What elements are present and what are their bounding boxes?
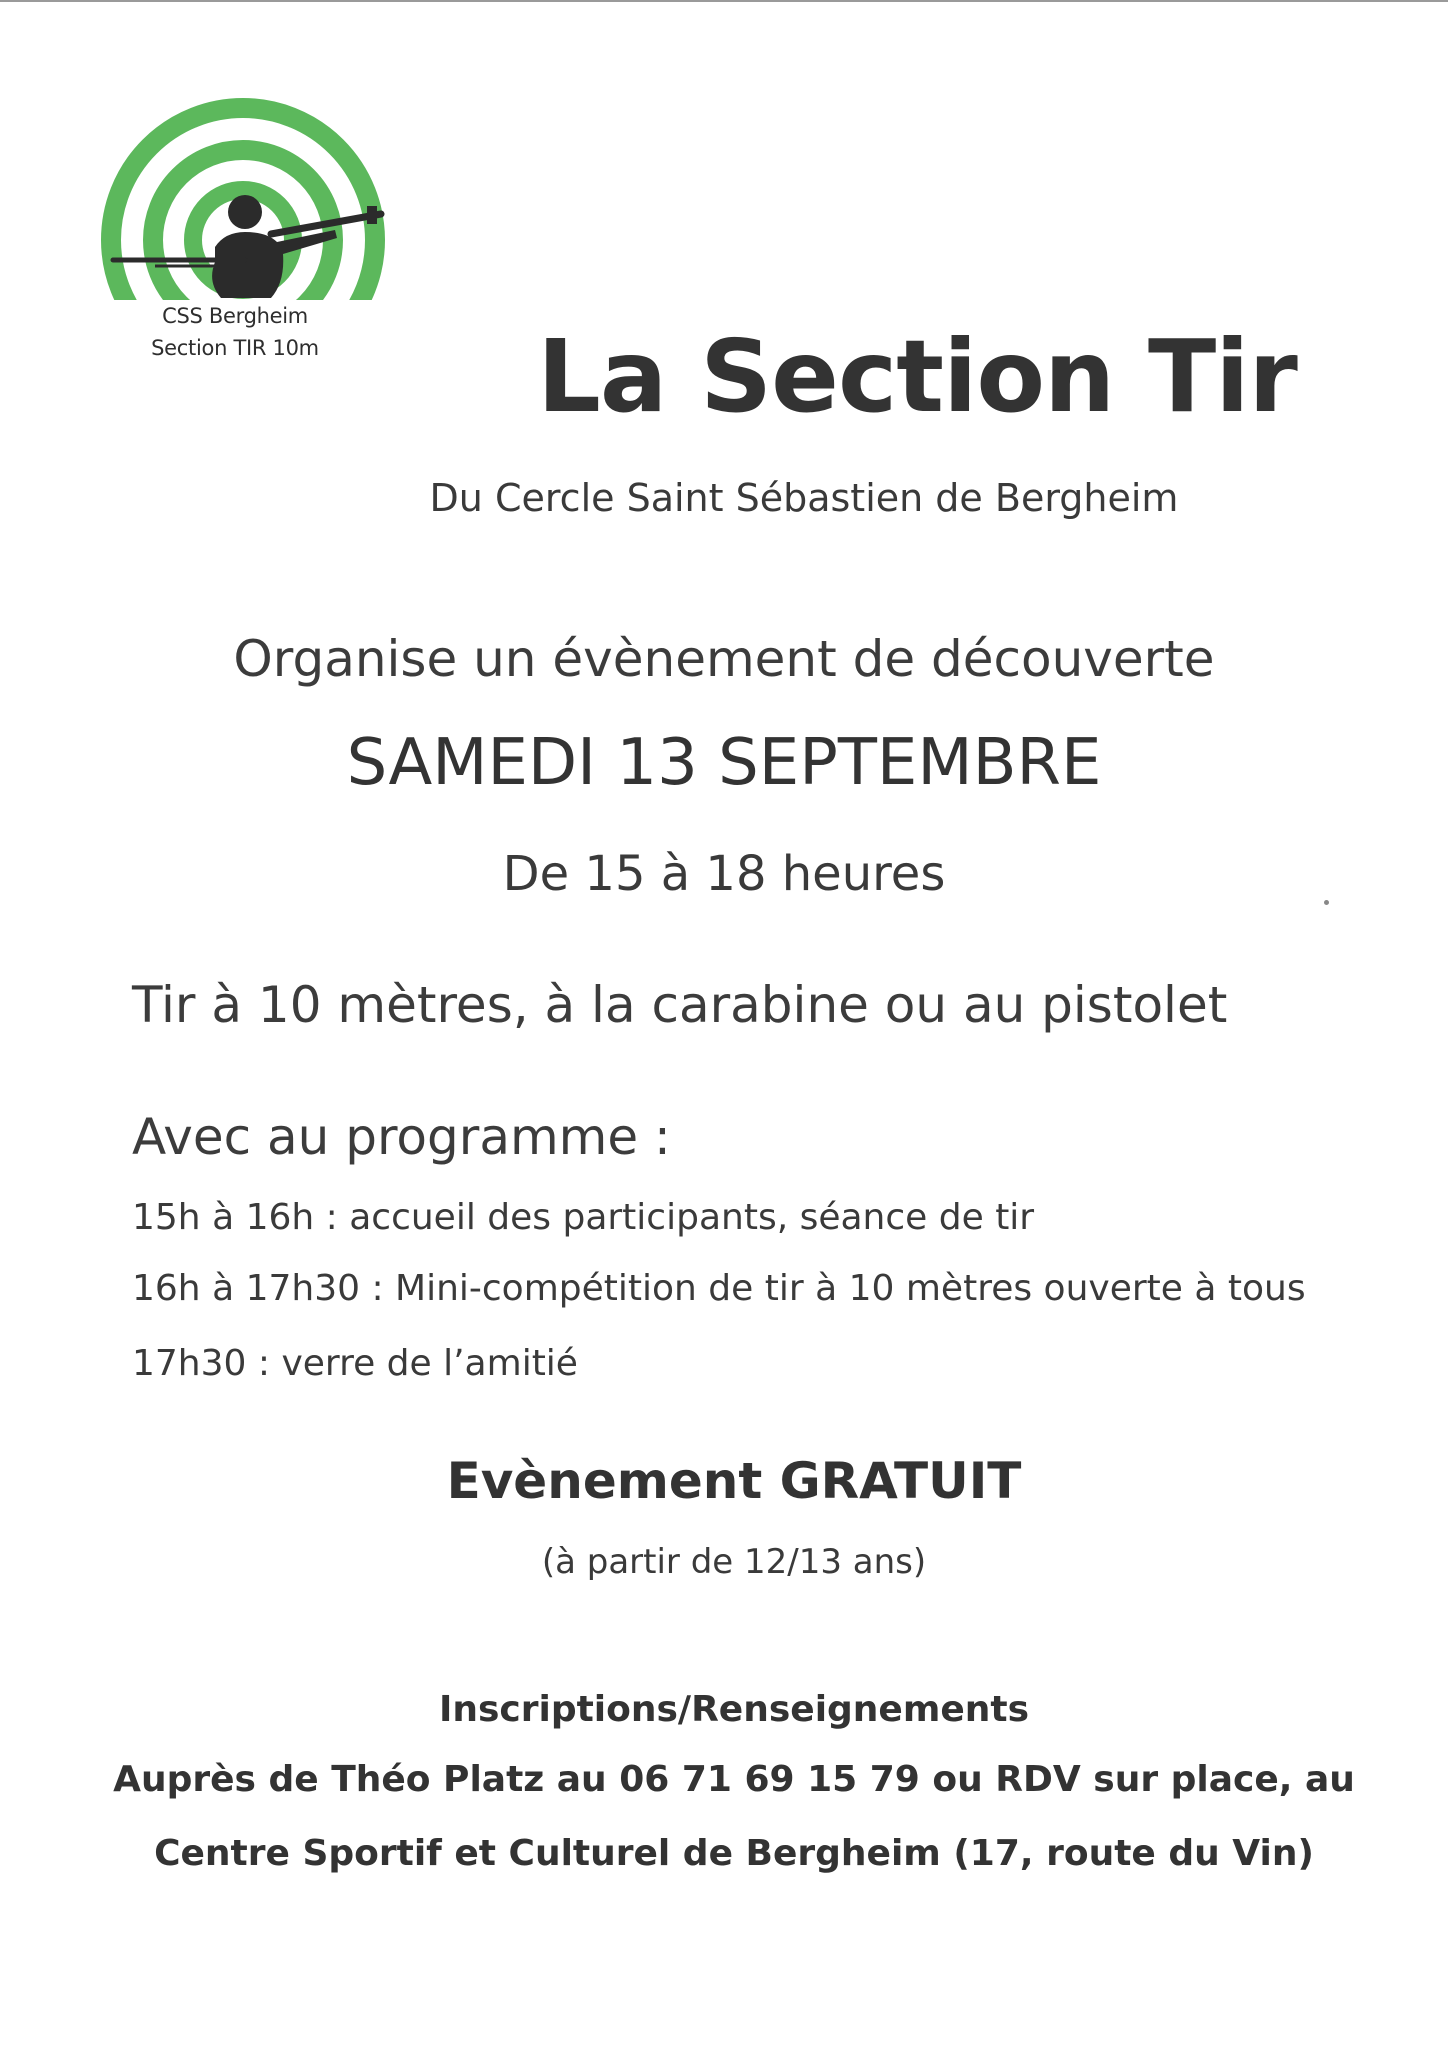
contact-heading: Inscriptions/Renseignements — [438, 1689, 1030, 1730]
programme-heading: Avec au programme : — [132, 1108, 671, 1166]
programme-item: 15h à 16h : accueil des participants, séance de tir — [132, 1197, 1035, 1238]
contact-line-2: Centre Sportif et Culturel de Bergheim (17, route du Vin) — [154, 1833, 1314, 1874]
contact-line-1: Auprès de Théo Platz au 06 71 69 15 79 ou RDV sur place, au — [113, 1759, 1355, 1800]
event-date: SAMEDI 13 SEPTEMBRE — [346, 726, 1102, 800]
programme-item: 17h30 : verre de l’amitié — [132, 1343, 578, 1384]
scan-speck — [1324, 900, 1329, 905]
programme-item: 16h à 17h30 : Mini-compétition de tir à 10 mètres ouverte à tous — [132, 1268, 1306, 1309]
event-intro: Organise un évènement de découverte — [233, 630, 1215, 688]
logo-section-name: Section TIR 10m — [151, 336, 319, 360]
page-title: La Section Tir — [537, 318, 1297, 435]
logo-club-name: CSS Bergheim — [162, 304, 308, 328]
event-hours: De 15 à 18 heures — [502, 846, 946, 902]
activity-description: Tir à 10 mètres, à la carabine ou au pistolet — [132, 976, 1228, 1034]
age-requirement: (à partir de 12/13 ans) — [541, 1542, 927, 1582]
subtitle: Du Cercle Saint Sébastien de Bergheim — [429, 476, 1179, 520]
scan-top-edge — [0, 0, 1448, 2]
target-shooter-icon — [95, 82, 395, 302]
free-event-label: Evènement GRATUIT — [446, 1452, 1022, 1510]
